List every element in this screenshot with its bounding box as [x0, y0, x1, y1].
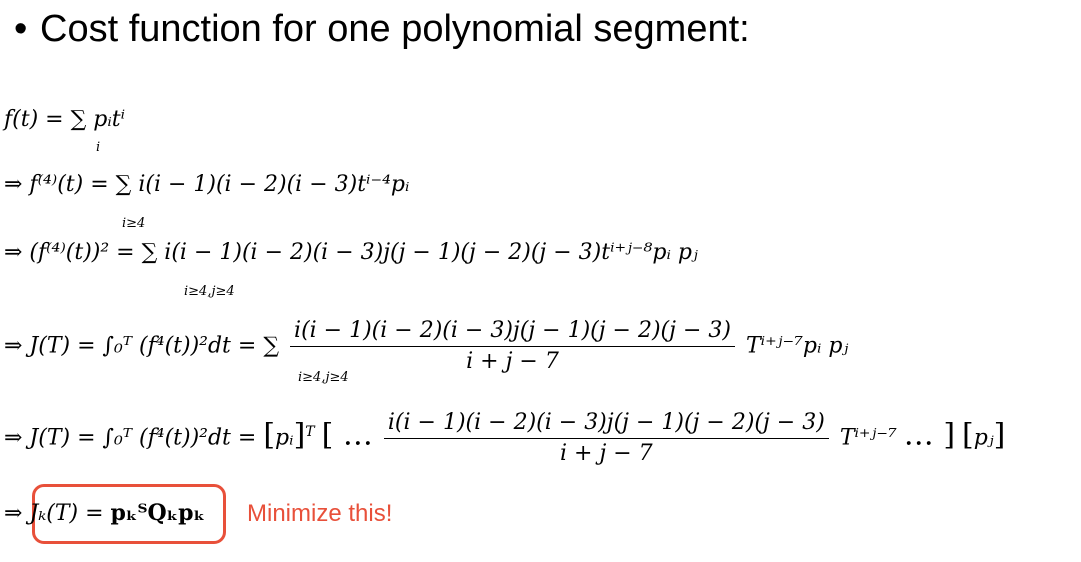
equation-6: ⇒ Jₖ(T) = pₖᵀQₖpₖ — [4, 500, 206, 526]
equation-1-subscript: i — [96, 140, 101, 155]
bullet-text: Cost function for one polynomial segment: — [40, 8, 750, 50]
equation-2: ⇒ f⁽⁴⁾(t) = ∑ i(i − 1)(i − 2)(i − 3)tⁱ⁻⁴pᵢ — [4, 172, 410, 197]
minimize-note: Minimize this! — [247, 500, 393, 527]
equation-3: ⇒ (f⁽⁴⁾(t))² = ∑ i(i − 1)(i − 2)(i − 3)j(j − 1)(j − 2)(j − 3)tⁱ⁺ʲ⁻⁸pᵢ pⱼ — [4, 240, 698, 265]
bullet-dot: • — [14, 8, 28, 50]
equation-5: ⇒ J(T) = ∫₀ᵀ (f⁴(t))²dt = [pᵢ]$^T$ [ … $\frac{i(i - 1)(i - 2)(i - 3)j(j - 1)(j - 2)(j - 3)}{i + j - 7}$ Tⁱ⁺ʲ⁻⁷ … ] [pⱼ] — [4, 408, 1005, 469]
equation-2-subscript: i≥4 — [122, 216, 146, 231]
equation-4: ⇒ J(T) = ∫₀ᵀ (f⁴(t))²dt = ∑ $\frac{i(i - 1)(i - 2)(i - 3)j(j - 1)(j - 2)(j - 3)}{i + j - 7}$ Tⁱ⁺ʲ⁻⁷pᵢ pⱼ — [4, 316, 848, 377]
equation-4-subscript: i≥4,j≥4 — [298, 370, 349, 385]
equation-3-subscript: i≥4,j≥4 — [184, 284, 235, 299]
bullet-heading — [14, 6, 750, 52]
equation-5-fraction: $\frac{i(i - 1)(i - 2)(i - 3)j(j - 1)(j - 2)(j - 3)}{i + j - 7}$ — [384, 408, 829, 469]
equation-1: f(t) = ∑ pᵢtⁱ — [4, 107, 126, 132]
equation-4-fraction: $\frac{i(i - 1)(i - 2)(i - 3)j(j - 1)(j - 2)(j - 3)}{i + j - 7}$ — [290, 316, 735, 377]
